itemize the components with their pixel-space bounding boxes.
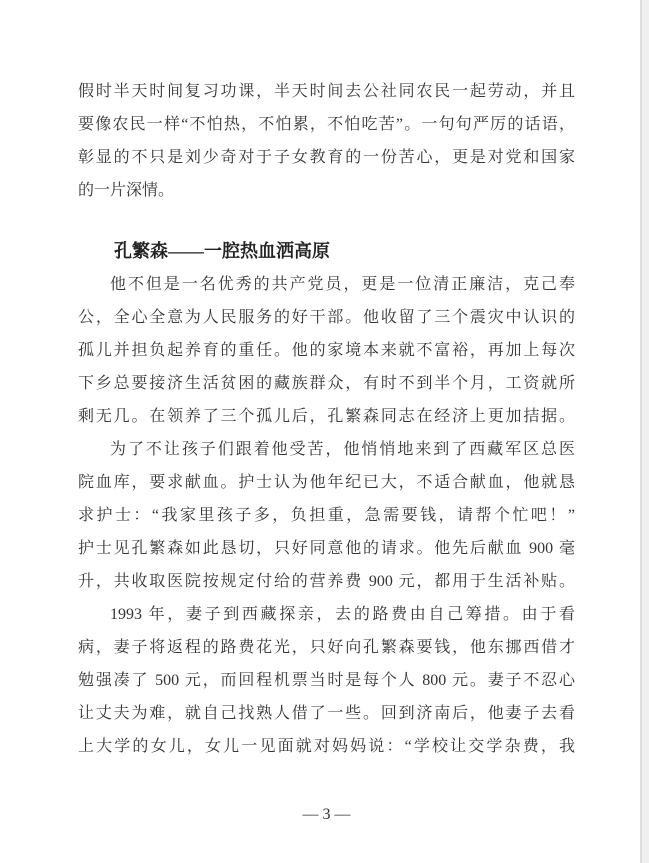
text-line: 上大学的女儿，女儿一见面就对妈妈说：“学校让交学杂费，我 — [78, 738, 575, 755]
text-line: 病，妻子将返程的路费花光，只好向孔繁森要钱，他东挪西借才 — [78, 639, 575, 656]
text-line: 让丈夫为难，就自己找熟人借了一些。回到济南后，他妻子去看 — [78, 705, 575, 722]
text-line: 为了不让孩子们跟着他受苦，他悄悄地来到了西藏军区总医 — [110, 441, 575, 458]
text-line: 勉强凑了 500 元，而回程机票当时是每个人 800 元。妻子不忍心 — [78, 672, 575, 689]
page-number: — 3 — — [302, 806, 351, 823]
text-line: 下乡总要接济生活贫困的藏族群众，有时不到半个月，工资就所 — [78, 375, 575, 392]
text-line: 的一片深情。 — [78, 182, 175, 199]
text-line: 院血库，要求献血。护士认为他年纪已大，不适合献血，他就恳 — [78, 474, 575, 491]
text-line: 他不但是一名优秀的共产党员，更是一位清正廉洁，克己奉 — [110, 276, 575, 293]
text-line: 公，全心全意为人民服务的好干部。他收留了三个震灾中认识的 — [78, 309, 575, 326]
page-text-block — [78, 75, 575, 763]
page-right-edge-strip — [640, 0, 649, 863]
text-line: 剩无几。在领养了三个孤儿后，孔繁森同志在经济上更加拮据。 — [78, 408, 575, 425]
text-line: 升，共收取医院按规定付给的营养费 900 元，都用于生活补贴。 — [78, 573, 575, 590]
text-line: 护士见孔繁森如此恳切，只好同意他的请求。他先后献血 900 毫 — [78, 540, 575, 557]
text-line: 1993 年，妻子到西藏探亲，去的路费由自己筹措。由于看 — [110, 606, 575, 623]
text-line: 假时半天时间复习功课，半天时间去公社同农民一起劳动，并且 — [78, 83, 575, 100]
text-line: 求护士：“我家里孩子多，负担重，急需要钱，请帮个忙吧！” — [78, 507, 575, 524]
text-line: 要像农民一样“不怕热，不怕累，不怕吃苦”。一句句严厉的话语， — [78, 116, 575, 133]
text-line: 孤儿并担负起养育的重任。他的家境本来就不富裕，再加上每次 — [78, 342, 575, 359]
text-line: 彰显的不只是刘少奇对于子女教育的一份苦心，更是对党和国家 — [78, 149, 575, 166]
section-heading: 孔繁森——一腔热血洒高原 — [114, 241, 330, 261]
